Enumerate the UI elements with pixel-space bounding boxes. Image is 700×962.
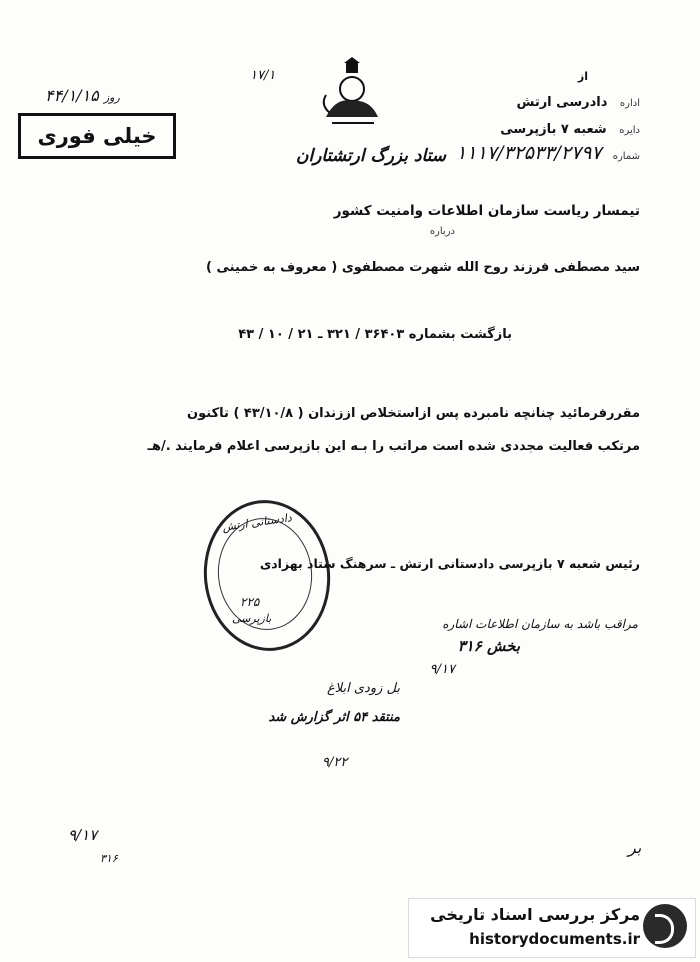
- stamp-text-bottom: بازپرسی: [232, 612, 272, 625]
- annotation-note-2-date: ۹/۱۷: [429, 662, 455, 677]
- office-value: دادرسی ارتش: [516, 95, 608, 110]
- department-line: [500, 122, 640, 137]
- bottom-right-mark: بر: [628, 838, 642, 857]
- office-label: اداره: [619, 98, 640, 109]
- lion-and-sun-emblem: [312, 55, 392, 135]
- addressee: تیمسار ریاست سازمان اطلاعات وامنیت کشور: [333, 203, 640, 219]
- number-label: شماره: [612, 151, 640, 162]
- number-value: ۱۱۱۷/۳۲۵۳۳/۲۷۹۷: [456, 142, 602, 164]
- stamp-text-middle: ۲۲۵: [240, 595, 260, 609]
- archive-url[interactable]: historydocuments.ir: [469, 930, 640, 948]
- date-prefix: روز: [103, 91, 120, 104]
- body-line-1: مقررفرمائید چنانچه نامبرده پس ازاستخلاص اززندان ( ۴۳/۱۰/۸ ) تاکنون: [187, 406, 640, 421]
- annotation-note-4-date: ۹/۲۲: [322, 755, 348, 770]
- number-line: [456, 142, 640, 164]
- date-value: ۴۴/۱/۱۵: [45, 86, 99, 105]
- subject-line: سید مصطفی فرزند روح الله شهرت مصطفوی ( معروف به خمینی ): [206, 260, 640, 275]
- archive-logo-icon: [643, 904, 687, 948]
- annotation-note-3: بل زودی ابلاغ: [327, 681, 400, 696]
- urgent-stamp: [18, 113, 176, 159]
- organization-name: ستاد بزرگ ارتشتاران: [296, 146, 447, 166]
- bottom-left-number: ۳۱۶: [100, 852, 118, 865]
- reference-line: بازگشت بشماره ۳۶۴۰۳ / ۳۲۱ ـ ۲۱ / ۱۰ / ۴۳: [238, 327, 512, 342]
- bottom-left-date: ۹/۱۷: [68, 826, 98, 844]
- department-label: دایره: [619, 125, 640, 136]
- annotation-note-4: منتقد ۵۴ اثر گزارش شد: [268, 710, 400, 725]
- annotation-note-2: بخش ۳۱۶: [457, 637, 520, 655]
- urgent-label: خیلی فوری: [37, 124, 157, 148]
- subject-label: درباره: [429, 226, 455, 237]
- archive-name: مرکز بررسی اسناد تاریخی: [430, 905, 640, 924]
- handwritten-top-number: ۱۷/۱: [250, 68, 276, 83]
- stamp-text-top: دادستانی ارتش: [221, 511, 293, 534]
- office-line: [516, 95, 640, 110]
- body-line-2: مرتکب فعالیت مجددی شده است مراتب را بـه این بازپرسی اعلام فرمایند ./هـ: [147, 439, 640, 454]
- annotation-note-1: مراقب باشد به سازمان اطلاعات اشاره: [442, 617, 638, 631]
- from-label: از: [577, 70, 588, 83]
- signature-line: رئیس شعبه ۷ بازپرسی دادستانی ارتش ـ سرهنگ ستاد بهزادی: [259, 556, 640, 571]
- date-line: [45, 86, 120, 105]
- department-value: شعبه ۷ بازپرسی: [500, 122, 607, 137]
